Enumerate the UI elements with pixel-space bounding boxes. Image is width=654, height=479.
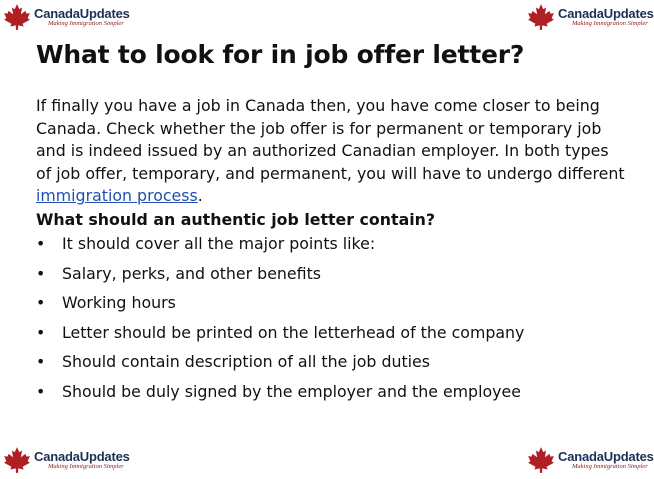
brand-name-part2: Updates (603, 5, 654, 21)
maple-leaf-icon (3, 446, 31, 474)
bullet-item (36, 381, 626, 404)
bullet-text: It should cover all the major points like: (62, 234, 376, 253)
intro-text-end: . (197, 186, 203, 205)
bullet-glyph: • (36, 352, 46, 371)
brand-tagline: Making Immigration Simpler (48, 462, 124, 470)
bullet-text: Should contain description of all the job duties (62, 352, 431, 371)
logo-bottom-right (527, 446, 654, 474)
brand-name-part1: Canada (558, 5, 604, 21)
brand-name-part1: Canada (558, 448, 604, 464)
bullet-text: Should be duly signed by the employer and the employee (62, 381, 521, 401)
bullet-item (36, 351, 626, 374)
intro-text: If finally you have a job in Canada then, you have come closer to being Canada. Check whether the job offer is for permanent or temporary job and is indeed issued by an authorized Canadian employer. In both types of job offer, temporary, and permanent, you will have to undergo different (36, 96, 625, 183)
subheading: What should an authentic job letter contain? (36, 209, 436, 229)
bullet-glyph: • (36, 234, 46, 253)
brand-name-part2: Updates (79, 5, 130, 21)
bullet-glyph: • (36, 293, 46, 312)
bullet-glyph: • (36, 322, 46, 342)
slide-title: What to look for in job offer letter? (36, 40, 525, 69)
bullet-item (36, 322, 626, 345)
logo-top-left (3, 3, 130, 31)
brand-tagline: Making Immigration Simpler (572, 462, 648, 470)
brand-name-part2: Updates (603, 448, 654, 464)
bullet-glyph: • (36, 263, 46, 283)
brand-name-part2: Updates (79, 448, 130, 464)
intro-paragraph (36, 95, 626, 208)
brand-tagline: Making Immigration Simpler (572, 19, 648, 27)
bullet-item (36, 233, 626, 256)
brand-name-part1: Canada (34, 5, 80, 21)
bullet-list (36, 233, 626, 403)
slide-content (36, 95, 626, 410)
bullet-text: Working hours (62, 293, 176, 312)
maple-leaf-icon (3, 3, 31, 31)
logo-top-right (527, 3, 654, 31)
maple-leaf-icon (527, 3, 555, 31)
immigration-process-link[interactable]: immigration process (36, 186, 198, 205)
bullet-text: Letter should be printed on the letterhead of the company (62, 322, 525, 342)
bullet-item (36, 263, 626, 286)
brand-tagline: Making Immigration Simpler (48, 19, 124, 27)
logo-bottom-left (3, 446, 130, 474)
bullet-text: Salary, perks, and other benefits (62, 263, 322, 283)
maple-leaf-icon (527, 446, 555, 474)
bullet-item (36, 292, 626, 315)
brand-name-part1: Canada (34, 448, 80, 464)
bullet-glyph: • (36, 381, 46, 401)
